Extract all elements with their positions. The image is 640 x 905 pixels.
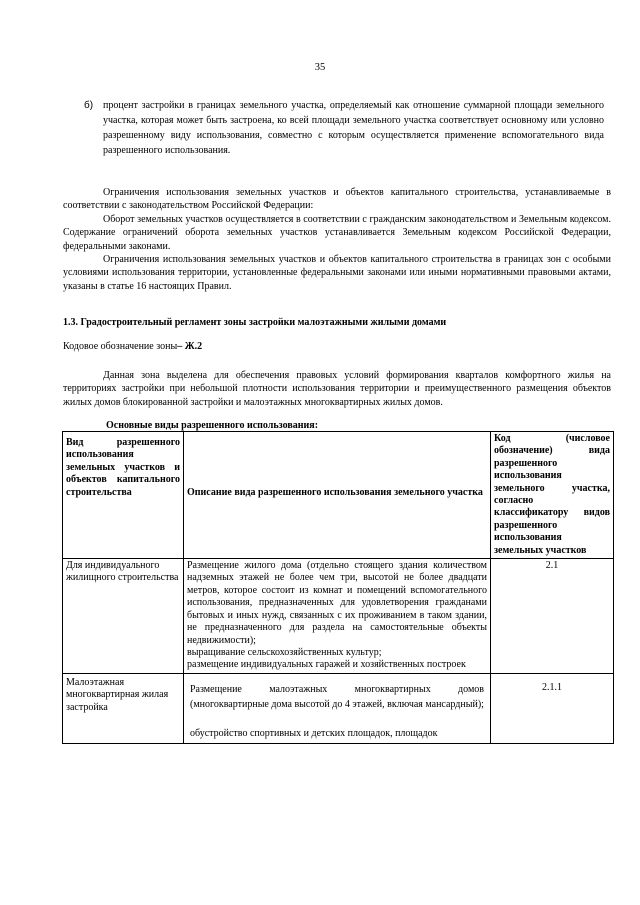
list-item-b [84,98,604,158]
cell-description [184,559,491,674]
cell-type: Малоэтажная многоквартирная жилая застройка [63,673,184,743]
header-code-text: Код (числовое обозначение) вида разрешенного использования земельного участка, согласно классификатору видов разрешенного использования земельных участков [494,433,610,556]
page-number: 35 [314,62,326,73]
paragraph-land-turnover: Оборот земельных участков осуществляется в соответствии с гражданским законодательством и Земельным кодексом. Содержание ограничений оборота земельных участков устанавливается Земельным кодексом Российской Федерации, федеральными законами. [63,214,611,252]
paragraph-special-zones: Ограничения использования земельных участков и объектов капитального строительства в границах зон с особыми условиями использования территории, установленные федеральными законами или иными нормативными правовыми актами, указаны в статье 16 настоящих Правил. [63,254,611,292]
cell-description [184,673,491,743]
paragraph-gap [190,712,484,726]
table-header-row [63,432,614,559]
zone-code-label: Кодовое обозначение зоны [63,341,178,352]
description-line: Размещение малоэтажных многоквартирных домов (многоквартирные дома высотой до 4 этажей, включая мансардный); [190,683,484,710]
description-line: размещение индивидуальных гаражей и хозяйственных построек [187,659,466,671]
cell-code: 2.1.1 [491,673,614,743]
header-cell-type [63,432,184,559]
description-line: обустройство спортивных и детских площадок, площадок [190,727,438,739]
zone-description: Данная зона выделена для обеспечения правовых условий формирования кварталов комфортного жилья на территориях застройки при небольшой плотности использования территории и преимущественного размещения объектов жилых домов блокированной застройки и малоэтажных многоквартирных жилых домов. [63,370,611,408]
list-item-text: процент застройки в границах земельного участка, определяемый как отношение суммарной площади земельного участка, которая может быть застроена, ко всей площади земельного участка соответствует основному или условно разрешенному виду использования, совместно с которым осуществляется применение вспомогательного вида разрешенного использования. [103,100,604,156]
paragraph-restrictions: Ограничения использования земельных участков и объектов капитального строительства, устанавливаемые в соответствии с законодательством Российской Федерации: [63,187,611,212]
header-type-text: Вид разрешенного использования земельных участков и объектов капитального строительства [66,437,180,498]
table-row [63,673,614,743]
header-cell-description [184,432,491,559]
cell-type: Для индивидуального жилищного строительства [63,559,184,674]
description-line: Размещение жилого дома (отдельно стоящего здания количеством надземных этажей не более чем три, высотой не более двадцати метров, которое состоит из комнат и помещений вспомогательного использования, предназначенных для удовлетворения гражданами бытовых и иных нужд, связанных с их проживанием в таком здании, не предназначенного для раздела на самостоятельные объекты недвижимости); [187,560,487,646]
table-row [63,559,614,674]
zone-code [63,341,202,352]
section-heading: 1.3. Градостроительный регламент зоны застройки малоэтажными жилыми домами [63,317,447,328]
list-marker: б) [84,100,94,111]
header-cell-code [491,432,614,559]
table-caption: Основные виды разрешенного использования: [106,420,319,431]
description-line: выращивание сельскохозяйственных культур; [187,646,382,658]
header-description-text: Описание вида разрешенного использования земельного участка [187,487,483,498]
zone-code-value: – Ж.2 [177,341,203,352]
cell-code: 2.1 [491,559,614,674]
permitted-uses-table [62,431,614,744]
